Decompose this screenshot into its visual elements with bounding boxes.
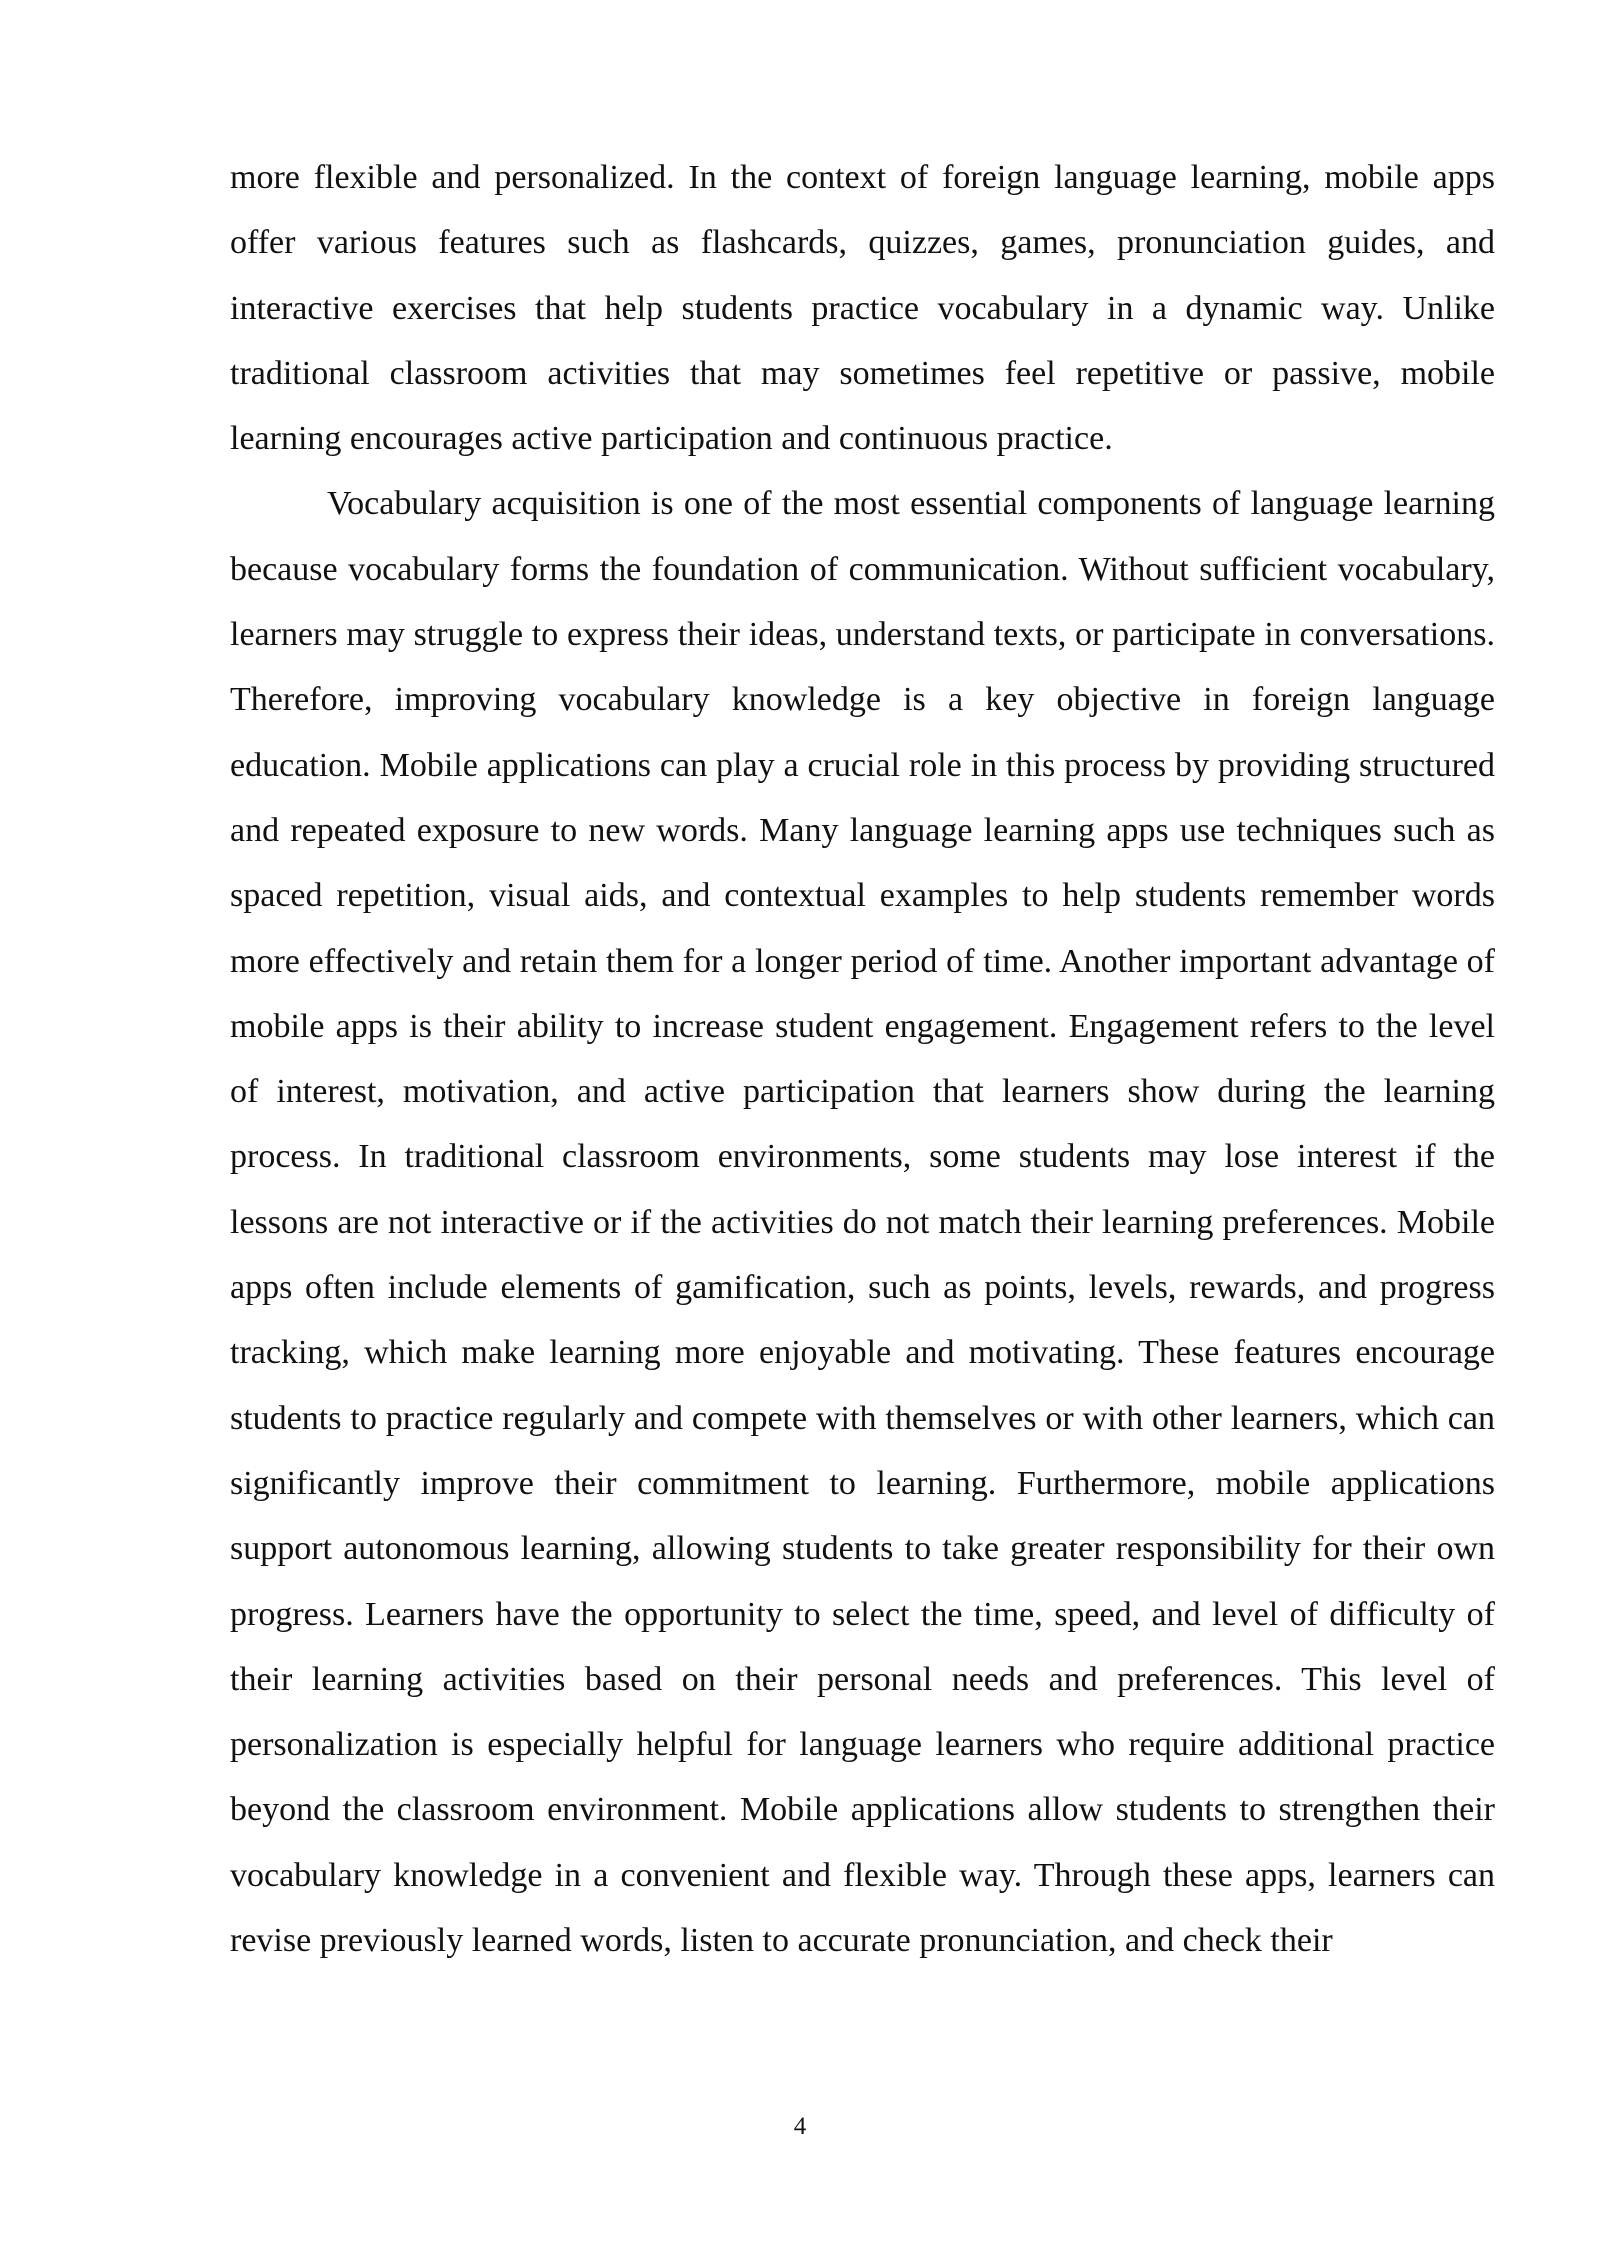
page-number: 4 [793, 2113, 807, 2140]
body-text [230, 145, 1495, 1973]
paragraph-vocabulary-acquisition: Vocabulary acquisition is one of the most essential components of language learning because vocabulary forms the foundation of communication. Without sufficient vocabulary, learners may struggle to express their ideas, understand texts, or participate in conversations. Therefore, improving vocabulary knowledge is a key objective in foreign language education. Mobile applications can play a crucial role in this process by providing structured and repeated exposure to new words. Many language learning apps use techniques such as spaced repetition, visual aids, and contextual examples to help students remember words more effectively and retain them for a longer period of time. Another important advantage of mobile apps is their ability to increase student engagement. Engagement refers to the level of interest, motivation, and active participation that learners show during the learning process. In traditional classroom environments, some students may lose interest if the lessons are not interactive or if the activities do not match their learning preferences. Mobile apps often include elements of gamification, such as points, levels, rewards, and progress tracking, which make learning more enjoyable and motivating. These features encourage students to practice regularly and compete with themselves or with other learners, which can significantly improve their commitment to learning. Furthermore, mobile applications support autonomous learning, allowing students to take greater responsibility for their own progress. Learners have the opportunity to select the time, speed, and level of difficulty of their learning activities based on their personal needs and preferences. This level of personalization is especially helpful for language learners who require additional practice beyond the classroom environment. Mobile applications allow students to strengthen their vocabulary knowledge in a convenient and flexible way. Through these apps, learners can revise previously learned words, listen to accurate pronunciation, and check their [230, 485, 1495, 1960]
paragraph-continuation: more flexible and personalized. In the context of foreign language learning, mobile apps offer various features such as flashcards, quizzes, games, pronunciation guides, and interactive exercises that help students practice vocabulary in a dynamic way. Unlike traditional classroom activities that may sometimes feel repetitive or passive, mobile learning encourages active participation and continuous practice. [230, 159, 1495, 458]
